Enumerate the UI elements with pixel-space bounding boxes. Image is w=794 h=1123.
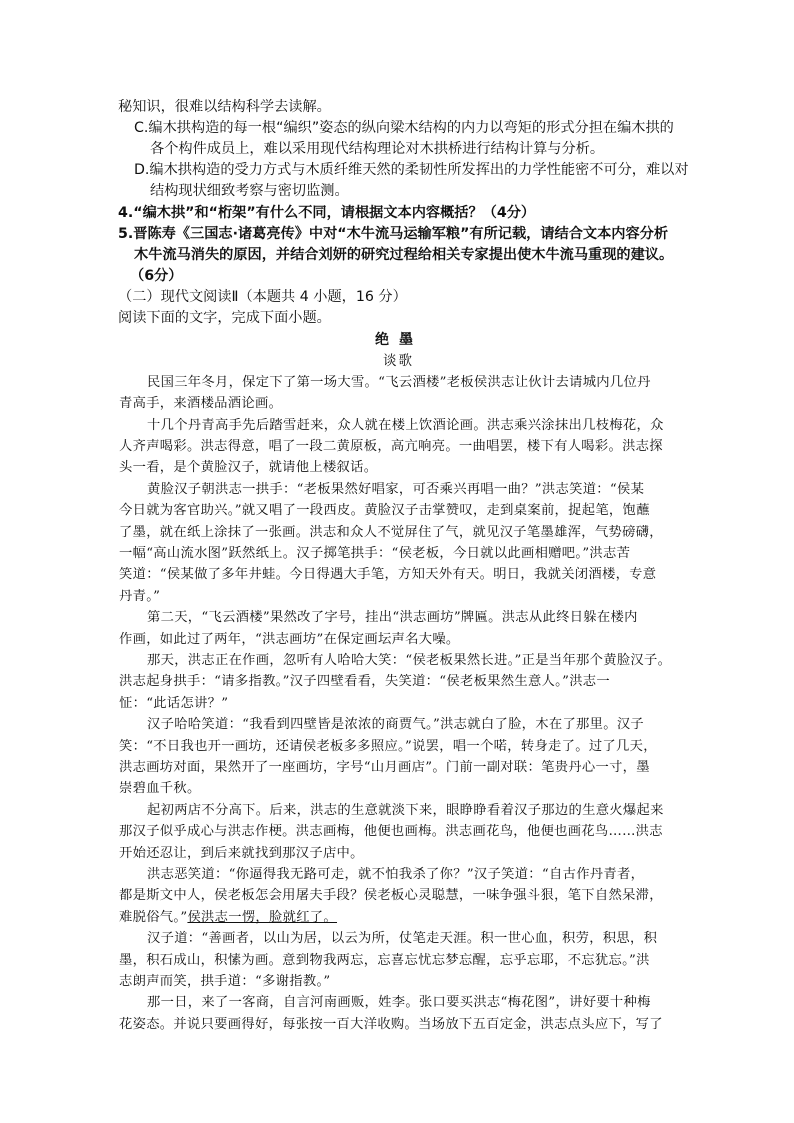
- story-line: 一幅“高山流水图”跃然纸上。汉子掷笔拱手：“侯老板，今日就以此画相赠吧。”洪志苦: [119, 546, 631, 561]
- option-c-line1: C.编木拱构造的每一根“编织”姿态的纵向梁木结构的内力以弯矩的形式分担在编木拱的: [134, 120, 674, 136]
- story-line: 洪志起身拱手：“请多指教。”汉子四壁看看，失笑道：“侯老板果然生意人。”洪志一: [119, 674, 610, 689]
- story-line: 笑道：“侯某做了多年井蛙。今日得遇大手笔，方知天外有天。明日，我就关闭酒楼，专意: [119, 567, 657, 582]
- story-line: 洪志恶笑道：“你逼得我无路可走，就不怕我杀了你？”汉子笑道：“自古作丹青者，: [147, 867, 645, 882]
- story-line: 民国三年冬月，保定下了第一场大雪。“飞云酒楼”老板侯洪志让伙计去请城内几位丹: [147, 375, 651, 390]
- story-line: 十几个丹青高手先后踏雪赶来，众人就在楼上饮酒论画。洪志乘兴涂抹出几枝梅花，众: [147, 418, 664, 433]
- story-line: 都是斯文中人，侯老板怎会用屠夫手段？侯老板心灵聪慧，一味争强斗狠，笔下自然呆滞，: [119, 888, 663, 903]
- story-line: 开始还忍让，到后来就找到那汉子店中。: [119, 846, 364, 861]
- story-line: 起初两店不分高下。后来，洪志的生意就淡下来，眼睁睁看着汉子那边的生意火爆起来: [147, 803, 664, 818]
- story-author: 谈歌: [383, 353, 414, 369]
- story-line: 黄脸汉子朝洪志一拱手：“老板果然好唱家，可否乘兴再唱一曲？”洪志笑道：“侯某: [147, 482, 645, 497]
- section-heading: （二）现代文阅读Ⅱ（本题共 4 小题，16 分）: [118, 289, 407, 305]
- story-line: 那一日，来了一客商，自言河南画贩，姓李。张口要买洪志“梅花图”，讲好要十种梅: [147, 995, 651, 1010]
- story-line: 青高手，来酒楼品酒论画。: [119, 396, 283, 411]
- story-title: 绝墨: [375, 332, 423, 348]
- story-line: 那天，洪志正在作画，忽听有人哈哈大笑：“侯老板果然长进。”正是当年那个黄脸汉子。: [147, 653, 672, 668]
- story-line: 笑：“不日我也开一画坊，还请侯老板多多照应。”说罢，唱一个喏，转身走了。过了几天，: [119, 739, 657, 754]
- story-line: 花姿态。并说只要画得好，每张按一百大洋收购。当场放下五百定金，洪志点头应下，写了: [119, 1017, 663, 1032]
- story-line-with-underline: [119, 908, 337, 928]
- question-5-score: （6分）: [130, 268, 183, 284]
- story-line: 第二天，“飞云酒楼”果然改了字号，挂出“洪志画坊”牌匾。洪志从此终日躲在楼内: [147, 610, 638, 625]
- reading-instruction: 阅读下面的文字，完成下面小题。: [118, 310, 331, 326]
- story-line: 洪志画坊对面，果然开了一座画坊，字号“山月画店”。门前一副对联：笔贵丹心一寸，墨: [119, 760, 650, 775]
- story-line: 头一看，是个黄脸汉子，就请他上楼叙话。: [119, 460, 378, 475]
- story-line: 了墨，就在纸上涂抹了一张画。洪志和众人不觉屏住了气，就见汉子笔墨雄浑，气势磅礴，: [119, 525, 663, 540]
- question-5-line1: 5.晋陈寿《三国志·诸葛亮传》中对“木牛流马运输军粮”有所记载，请结合文本内容分析: [118, 226, 669, 242]
- story-line: 汉子哈哈笑道：“我看到四壁皆是浓浓的商贾气。”洪志就白了脸，木在了那里。汉子: [147, 717, 645, 732]
- option-d-line2: 结构现状细致考察与密切监测。: [150, 183, 349, 199]
- question-4: 4.“编木拱”和“桁架”有什么不同，请根据文本内容概括？（4分）: [118, 205, 536, 221]
- story-line: 今日就为客官助兴。”就又唱了一段西皮。黄脸汉子击掌赞叹，走到桌案前，捉起笔，饱蘸: [119, 503, 650, 518]
- story-line: 崇碧血千秋。: [119, 781, 201, 796]
- story-line: 汉子道：“善画者，以山为居，以云为所，仗笔走天涯。积一世心血，积劳，积思，积: [147, 931, 658, 946]
- prev-option-tail: 秘知识，很难以结构科学去读解。: [118, 99, 331, 115]
- story-line: 作画，如此过了两年，“洪志画坊”在保定画坛声名大噪。: [119, 632, 460, 647]
- story-line: 墨，积石成山，积愫为画。意到物我两忘，忘喜忘忧忘梦忘醒，忘乎忘耶，不忘犹忘。”洪: [119, 953, 650, 968]
- story-line: 志朗声而笑，拱手道：“多谢指教。”: [119, 974, 331, 989]
- option-d-line1: D.编木拱构造的受力方式与木质纤维天然的柔韧性所发挥出的力学性能密不可分，难以对: [134, 162, 689, 178]
- underlined-sentence: 侯洪志一愣，脸就红了。: [187, 910, 338, 925]
- story-line: 怔：“此话怎讲？”: [119, 696, 229, 711]
- story-line: 人齐声喝彩。洪志得意，唱了一段二黄原板，高亢响亮。一曲唱罢，楼下有人喝彩。洪志探: [119, 439, 663, 454]
- story-line-start: 难脱俗气。”: [119, 910, 188, 925]
- story-line: 丹青。”: [119, 589, 161, 604]
- option-c-line2: 各个构件成员上，难以采用现代结构理论对木拱桥进行结构计算与分析。: [150, 141, 605, 157]
- question-5-line2: 木牛流马消失的原因，并结合刘妍的研究过程给相关专家提出使木牛流马重现的建议。: [134, 247, 674, 263]
- story-line: 那汉子似乎成心与洪志作梗。洪志画梅，他便也画梅。洪志画花鸟，他便也画花鸟……洪志: [119, 824, 663, 839]
